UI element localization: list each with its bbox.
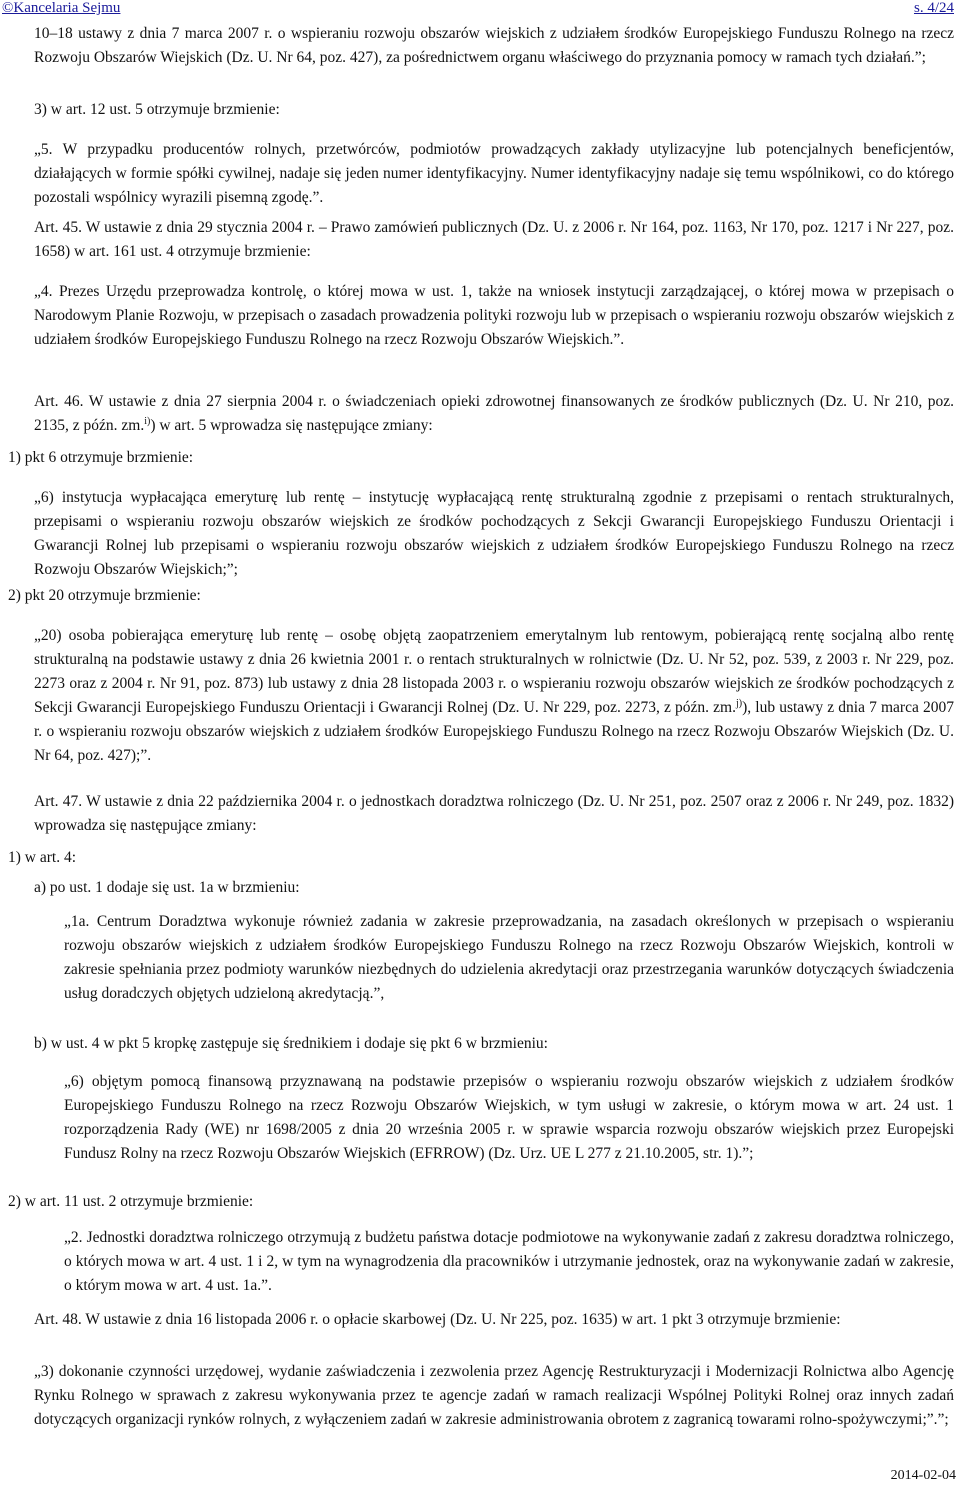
quoted-provision-20-end: ), lub ustawy z dnia 7 marca 2007 r. o wspieraniu rozwoju obszarów wiejskich z udziałem środków Europejskiego Funduszu Rolnego na rzecz Rozwoju Obszarów Wiejskich (Dz. U. Nr 64, poz. 427);”. xyxy=(34,699,954,764)
footer-date: 2014-02-04 xyxy=(890,1468,956,1483)
quoted-provision-4: „4. Prezes Urzędu przeprowadza kontrolę, o której mowa w ust. 1, także na wniosek instytucji zarządzającej, o której mowa w przepisach o Narodowym Planie Rozwoju, w przepisach o zasadach prowadzenia polityki rozwoju lub w przepisach o wspieraniu rozwoju obszarów wiejskich z udziałem środków Europejskiego Funduszu Rolnego na rzecz Rozwoju Obszarów Wiejskich.”. xyxy=(34,283,954,348)
footnote-ref-j: j) xyxy=(735,697,743,709)
article-46-text-end: ) w art. 5 wprowadza się następujące zmiany: xyxy=(150,417,433,434)
quoted-provision-2: „2. Jednostki doradztwa rolniczego otrzymują z budżetu państwa dotacje podmiotowe na wykonywanie zadań z zakresu doradztwa rolniczego, o których mowa w art. 4 ust. 1 i 2, w tym na wynagrodzenia dla pracowników i utrzymanie jednostek, oraz na wykonywanie zadań w zakresie, o którym mowa w art. 4 ust. 1a.”. xyxy=(64,1229,954,1294)
quoted-provision-5 xyxy=(34,138,954,210)
quoted-provision-6: „6) instytucja wypłacająca emeryturę lub rentę – instytucję wypłacającą rentę strukturalną zgodnie z przepisami o rentach strukturalnych, przepisami o wspieraniu rozwoju obszarów wiejskich ze środków pochodzących z Sekcji Gwarancji Europejskiego Funduszu Orientacji i Gwarancji Rolnej lub przepisami o wspieraniu rozwoju obszarów wiejskich z udziałem środków Europejskiego Funduszu Rolnego na rzecz Rozwoju Obszarów Wiejskich;”; xyxy=(34,489,954,578)
quoted-provision-20-text: „20) osoba pobierająca emeryturę lub rentę – osobę objętą zaopatrzeniem emerytalnym lub rentowym, pobierającą rentę socjalną albo rentę strukturalną na podstawie ustawy z dnia 26 kwietnia 2001 r. o rentach strukturalnych w rolnictwie (Dz. U. Nr 52, poz. 539, z 2003 r. Nr 229, poz. 2273 oraz z 2004 r. Nr 91, poz. 873) lub ustawy z dnia 28 listopada 2003 r. o wspieraniu rozwoju obszarów wiejskich ze środków pochodzących z Sekcji Gwarancji Europejskiego Funduszu Orientacji i Gwarancji Rolnej (Dz. U. Nr 229, poz. 2273, z późn. zm. xyxy=(34,627,954,716)
amendment-point-2: 2) pkt 20 otrzymuje brzmienie: xyxy=(8,587,201,604)
amendment-letter-a: a) po ust. 1 dodaje się ust. 1a w brzmieniu: xyxy=(34,879,300,896)
quoted-provision-20 xyxy=(34,624,954,768)
amendment-point-1: 1) pkt 6 otrzymuje brzmienie: xyxy=(8,449,194,466)
article-46-text: Art. 46. W ustawie z dnia 27 sierpnia 2004 r. o świadczeniach opieki zdrowotnej finansowanych ze środków publicznych (Dz. U. Nr 210, poz. 2135, z późn. zm. xyxy=(34,393,954,434)
quoted-provision-6-pkt: „6) objętym pomocą finansową przyznawaną na podstawie przepisów o wspieraniu rozwoju obszarów wiejskich z udziałem środków Europejskiego Funduszu Rolnego na rzecz Rozwoju Obszarów Wiejskich, w tym usługi w zakresie, o którym mowa w art. 24 ust. 1 rozporządzenia Rady (WE) nr 1698/2005 z dnia 20 września 2005 r. w sprawie wsparcia rozwoju obszarów wiejskich przez Europejski Fundusz Rolny na rzecz Rozwoju Obszarów Wiejskich (EFRROW) (Dz. Urz. UE L 277 z 21.10.2005, str. 1).”; xyxy=(64,1073,954,1162)
copyright-link[interactable]: ©Kancelaria Sejmu xyxy=(2,0,121,16)
quoted-provision-text: „5. W przypadku producentów rolnych, przetwórców, podmiotów prowadzących zakłady utylizacyjne lub potencjalnych beneficjentów, działających w formie spółki cywilnej, nadaje się jeden numer identyfikacyjny. Numer identyfikacyjny nadaje się temu wspólnikowi, co do którego pozostali wspólnicy wyrazili pisemną zgodę.”. xyxy=(34,141,954,206)
page-header xyxy=(0,0,960,22)
footnote-ref-i: i) xyxy=(144,415,151,427)
quoted-provision-3: „3) dokonanie czynności urzędowej, wydanie zaświadczenia i zezwolenia przez Agencję Restrukturyzacji i Modernizacji Rolnictwa albo Agencję Rynku Rolnego w sprawach z zakresu wykonywania przez te agencje zadań w ramach realizacji Wspólnej Polityki Rolnej oraz innych zadań dotyczących organizacji rynków rolnych, z wyłączeniem zadań w zakresie administrowania obrotem z zagranicą towarami rolno-spożywczymi;”.”; xyxy=(34,1363,954,1428)
paragraph-continuation: 10–18 ustawy z dnia 7 marca 2007 r. o wspieraniu rozwoju obszarów wiejskich z udziałem środków Europejskiego Funduszu Rolnego na rzecz Rozwoju Obszarów Wiejskich (Dz. U. Nr 64, poz. 427), za pośrednictwem organu właściwego do przyznania pomocy w ramach tych działań.”; xyxy=(34,25,954,66)
article-45: Art. 45. W ustawie z dnia 29 stycznia 2004 r. – Prawo zamówień publicznych (Dz. U. z 2006 r. Nr 164, poz. 1163, Nr 170, poz. 1217 i Nr 227, poz. 1658) w art. 161 ust. 4 otrzymuje brzmienie: xyxy=(34,219,954,260)
article-46 xyxy=(34,390,954,438)
page-number-link[interactable]: s. 4/24 xyxy=(913,0,954,16)
article-48: Art. 48. W ustawie z dnia 16 listopada 2006 r. o opłacie skarbowej (Dz. U. Nr 225, poz. 1635) w art. 1 pkt 3 otrzymuje brzmienie: xyxy=(34,1311,841,1328)
amendment-point-1-art4: 1) w art. 4: xyxy=(8,849,77,866)
amendment-point-2-art11: 2) w art. 11 ust. 2 otrzymuje brzmienie: xyxy=(8,1193,254,1210)
article-47: Art. 47. W ustawie z dnia 22 października 2004 r. o jednostkach doradztwa rolniczego (Dz. U. Nr 251, poz. 2507 oraz z 2006 r. Nr 249, poz. 1832) wprowadza się następujące zmiany: xyxy=(34,793,954,834)
amendment-letter-b: b) w ust. 4 w pkt 5 kropkę zastępuje się średnikiem i dodaje się pkt 6 w brzmieniu: xyxy=(34,1035,548,1052)
amendment-point-3: 3) w art. 12 ust. 5 otrzymuje brzmienie: xyxy=(34,101,280,118)
quoted-provision-1a: „1a. Centrum Doradztwa wykonuje również zadania w zakresie przeprowadzania, na zasadach określonych w przepisach o wspieraniu rozwoju obszarów wiejskich z udziałem środków Europejskiego Funduszu Rolnego na rzecz Rozwoju Obszarów Wiejskich, kontroli w zakresie spełniania przez podmioty warunków niezbędnych do udzielenia akredytacji oraz przestrzegania warunków dotyczących świadczenia usług doradczych objętych udzieloną akredytacją.”, xyxy=(64,913,954,1002)
